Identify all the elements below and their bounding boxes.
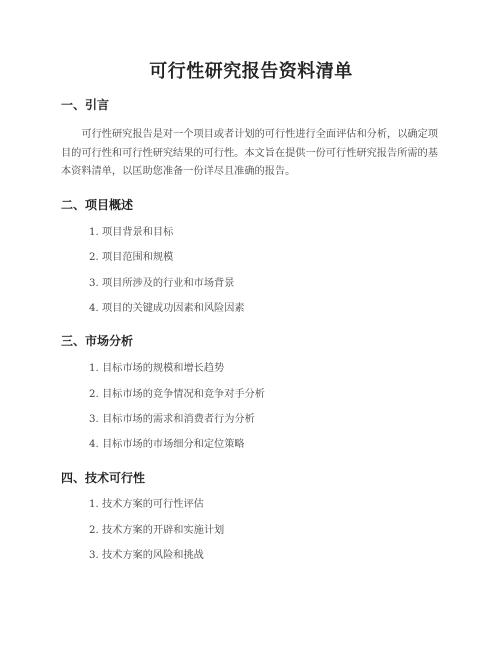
section-heading-project-overview: 二、项目概述 [61,198,134,212]
list-item: 1. 目标市场的规模和增长趋势 [89,363,225,374]
list-item: 3. 技术方案的风险和挑战 [89,550,204,561]
introduction-paragraph: 可行性研究报告是对一个项目或者计划的可行性进行全面评估和分析，以确定项目的可行性和可行性研究结果的可行性。本文旨在提供一份可行性研究报告所需的基本资料清单，以匡助您准备一份详尽且准确的报告。 [61,129,438,177]
document-title: 可行性研究报告资料清单 [149,61,353,82]
list-item: 4. 目标市场的市场细分和定位策略 [89,439,245,450]
list-item: 2. 技术方案的开辟和实施计划 [89,525,225,536]
list-item: 1. 技术方案的可行性评估 [89,499,204,510]
list-item: 1. 项目背景和目标 [89,227,174,238]
list-item: 3. 目标市场的需求和消费者行为分析 [89,414,255,425]
section-heading-market-analysis: 三、市场分析 [61,334,134,348]
list-item: 4. 项目的关键成功因素和风险因素 [89,303,245,314]
list-item: 2. 项目范围和规模 [89,252,174,263]
list-item: 2. 目标市场的竞争情况和竞争对手分析 [89,389,265,400]
section-heading-technical-feasibility: 四、技术可行性 [61,471,146,485]
section-heading-introduction: 一、引言 [61,98,110,112]
list-item: 3. 项目所涉及的行业和市场背景 [89,278,235,289]
